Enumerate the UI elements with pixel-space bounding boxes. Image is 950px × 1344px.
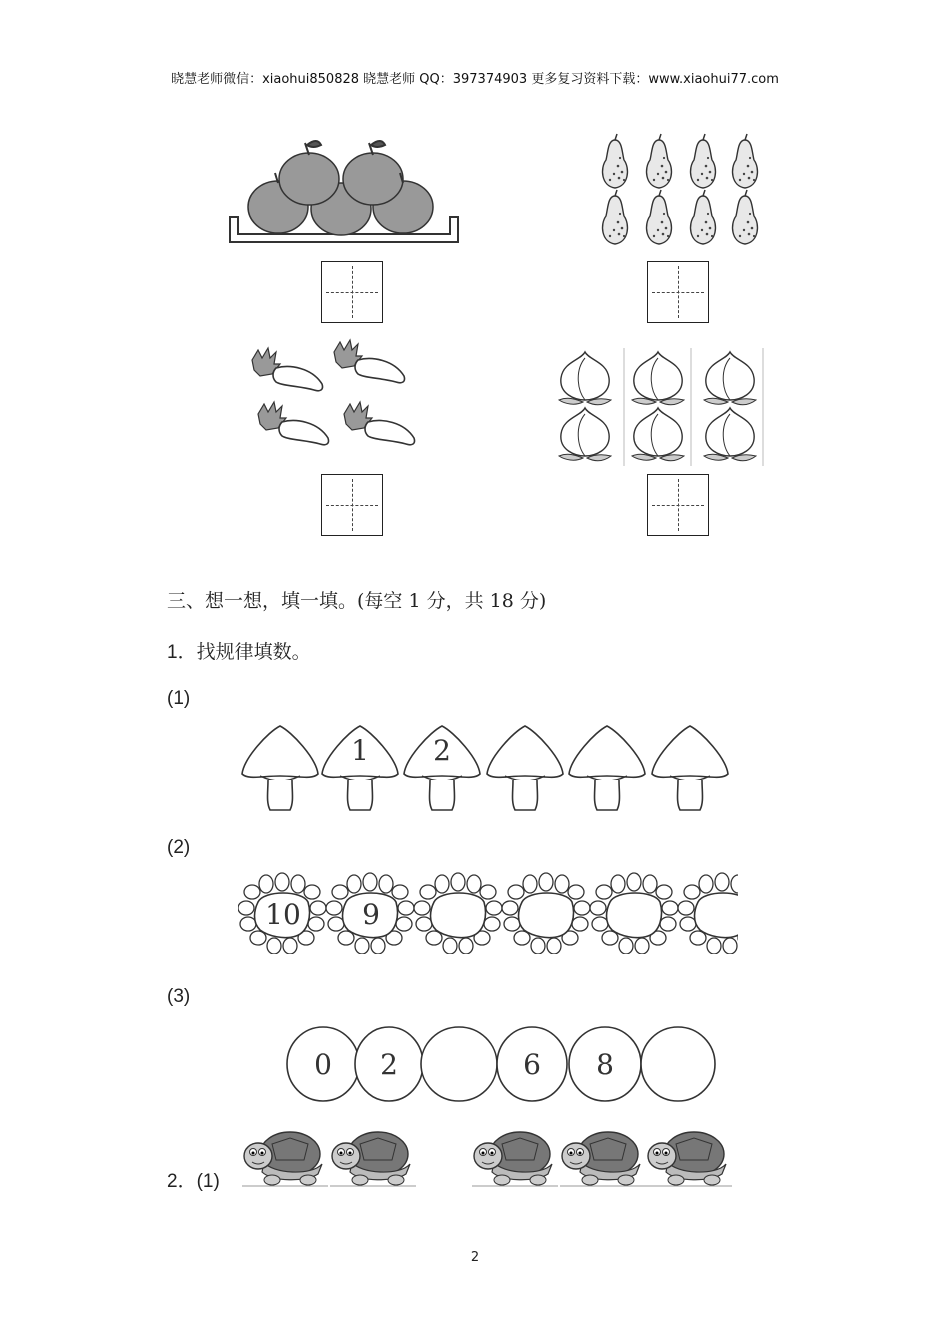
question-1-number: 1．	[167, 642, 197, 663]
mushroom-5[interactable]	[569, 726, 645, 810]
page-number: 2	[470, 1250, 480, 1265]
page-header: 晓慧老师微信：xiaohui850828 晓慧老师 QQ：397374903 更多复习资料下载：www.xiaohui77.com	[171, 72, 779, 87]
mushroom-1[interactable]	[242, 726, 318, 810]
answer-box-radishes[interactable]	[321, 474, 383, 536]
question-2-label: 2．(1)	[167, 1171, 220, 1192]
flower-2[interactable]	[326, 873, 414, 954]
answer-box-apples[interactable]	[321, 261, 383, 323]
flower-1-value: 10	[265, 898, 301, 931]
flower-3[interactable]	[414, 873, 502, 954]
answer-box-peaches[interactable]	[647, 474, 709, 536]
peaches-illustration	[550, 348, 765, 466]
flower-6[interactable]	[678, 873, 738, 954]
flower-4[interactable]	[502, 873, 590, 954]
sub-question-2-label: (2)	[167, 837, 191, 858]
sub-question-1-label: (1)	[167, 688, 191, 709]
egg-2-value: 2	[380, 1048, 398, 1081]
egg-5-value: 8	[596, 1048, 614, 1081]
egg-3[interactable]	[421, 1027, 497, 1101]
mushroom-3-value: 2	[433, 734, 451, 767]
mushroom-4[interactable]	[487, 726, 563, 810]
egg-sequence	[283, 1024, 721, 1104]
section-title: 三、想一想，填一填。(每空 1 分，共 18 分)	[167, 590, 547, 612]
question-1-title	[167, 637, 311, 664]
flower-2-value: 9	[362, 898, 380, 931]
mushroom-sequence	[238, 722, 738, 814]
radishes-illustration	[250, 338, 425, 463]
egg-6[interactable]	[641, 1027, 715, 1101]
flower-5[interactable]	[590, 873, 678, 954]
mushroom-3[interactable]	[404, 726, 480, 810]
egg-1-value: 0	[314, 1048, 332, 1081]
sub-question-3-label: (3)	[167, 986, 191, 1007]
flower-sequence	[238, 872, 738, 954]
answer-box-pears[interactable]	[647, 261, 709, 323]
mushroom-2-value: 1	[351, 734, 369, 767]
mushroom-6[interactable]	[652, 726, 728, 810]
apples-illustration	[225, 135, 465, 247]
pears-illustration	[598, 132, 766, 246]
mushroom-2[interactable]	[322, 726, 398, 810]
turtles-illustration	[240, 1120, 735, 1188]
flower-1[interactable]	[238, 873, 326, 954]
egg-4-value: 6	[523, 1048, 541, 1081]
question-1-text: 找规律填数。	[196, 641, 311, 663]
